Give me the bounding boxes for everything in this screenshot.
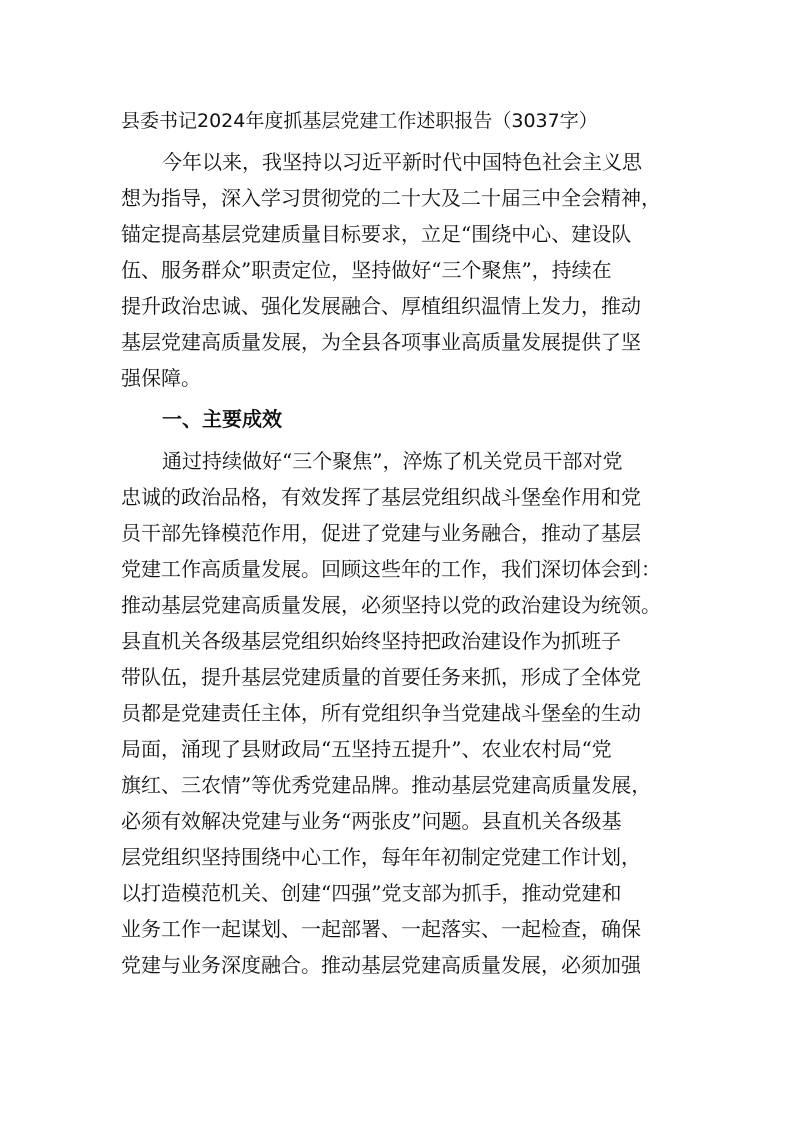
section-line: 必须有效解决党建与业务“两张皮”问题。县直机关各级基	[121, 809, 622, 833]
intro-line: 锚定提高基层党建质量目标要求，立足“围绕中心、建设队	[121, 222, 632, 246]
section-line: 员干部先锋模范作用，促进了党建与业务融合，推动了基层	[121, 521, 641, 545]
intro-line: 强保障。	[121, 366, 201, 390]
section-line: 旗红、三农情”等优秀党建品牌。推动基层党建高质量发展，	[121, 773, 652, 797]
section-heading: 一、主要成效	[162, 407, 282, 431]
intro-line: 伍、服务群众”职责定位，坚持做好“三个聚焦”，持续在	[121, 258, 612, 282]
section-line: 党建与业务深度融合。推动基层党建高质量发展，必须加强	[121, 953, 641, 977]
section-line: 局面，涌现了县财政局“五坚持五提升”、农业农村局“党	[121, 737, 612, 761]
section-line: 以打造模范机关、创建“四强”党支部为抓手，推动党建和	[121, 881, 622, 905]
intro-line: 基层党建高质量发展，为全县各项事业高质量发展提供了坚	[121, 330, 641, 354]
intro-line: 今年以来，我坚持以习近平新时代中国特色社会主义思	[162, 150, 642, 174]
intro-line: 提升政治忠诚、强化发展融合、厚植组织温情上发力，推动	[121, 294, 641, 318]
section-line: 县直机关各级基层党组织始终坚持把政治建设作为抓班子	[121, 629, 621, 653]
intro-line: 想为指导，深入学习贯彻党的二十大及二十届三中全会精神，	[121, 186, 661, 210]
section-line: 党建工作高质量发展。回顾这些年的工作，我们深切体会到：	[121, 557, 661, 581]
section-line: 带队伍，提升基层党建质量的首要任务来抓，形成了全体党	[121, 665, 641, 689]
document-title: 县委书记2024年度抓基层党建工作述职报告（3037字）	[121, 110, 598, 132]
section-line: 员都是党建责任主体，所有党组织争当党建战斗堡垒的生动	[121, 701, 641, 725]
section-line: 通过持续做好“三个聚焦”，淬炼了机关党员干部对党	[162, 449, 623, 473]
section-line: 业务工作一起谋划、一起部署、一起落实、一起检查，确保	[121, 917, 641, 941]
section-line: 忠诚的政治品格，有效发挥了基层党组织战斗堡垒作用和党	[121, 485, 641, 509]
section-line: 层党组织坚持围绕中心工作，每年年初制定党建工作计划，	[121, 845, 641, 869]
section-line: 推动基层党建高质量发展，必须坚持以党的政治建设为统领。	[121, 593, 661, 617]
